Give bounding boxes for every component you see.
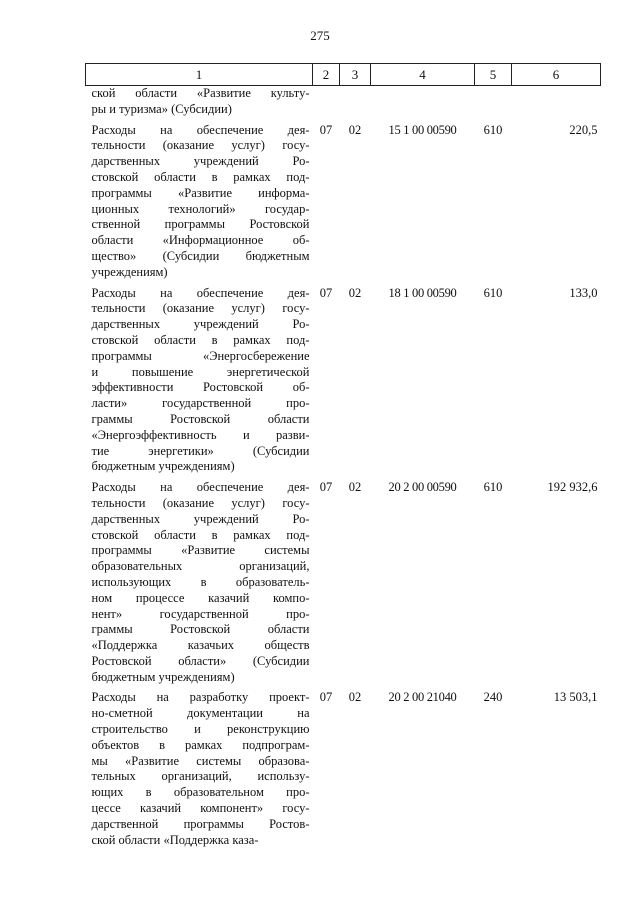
description-line: образовательных организаций, — [91, 559, 310, 574]
description-line: тельности (оказание услуг) госу- — [91, 495, 310, 510]
col-header: 1 — [86, 64, 313, 86]
page-number: 275 — [310, 28, 330, 43]
description-line: и повышение энергетической — [91, 364, 310, 379]
description-line: тельных организаций, использу- — [91, 769, 310, 784]
target-article-code — [371, 86, 475, 121]
description-line: стовской области в рамках под- — [91, 169, 310, 184]
col-header: 4 — [371, 64, 475, 86]
target-article-code: 18 1 00 00590 — [388, 285, 457, 300]
table-row — [86, 284, 601, 479]
description-line: Расходы на обеспечение дея- — [91, 285, 310, 300]
section-code — [313, 86, 340, 121]
amount: 220,5 — [569, 122, 598, 137]
col-header: 6 — [512, 64, 601, 86]
description-line: эффективности Ростовской об- — [91, 380, 310, 395]
description-line: граммы Ростовской области — [91, 622, 310, 637]
subsection-code: 02 — [348, 122, 362, 137]
section-code: 07 — [319, 690, 333, 705]
table-row — [86, 688, 601, 851]
section-code: 07 — [319, 285, 333, 300]
description-line: стовской области в рамках под- — [91, 332, 310, 347]
amount: 133,0 — [569, 285, 598, 300]
description-line: дарственных учреждений Ро- — [91, 154, 310, 169]
description-line: ционных технологий» государ- — [91, 201, 310, 216]
expense-description — [86, 284, 313, 479]
description-line: программы «Развитие системы — [91, 543, 310, 558]
description-line: ном процессе казачий компо- — [91, 590, 310, 605]
amount: 13 503,1 — [553, 690, 598, 705]
expense-description — [86, 688, 313, 851]
expense-type-code: 610 — [483, 480, 503, 495]
description-line: бюджетным учреждениям) — [91, 459, 235, 474]
expense-description — [86, 121, 313, 284]
description-line: учреждениям) — [91, 264, 168, 279]
col-header: 3 — [340, 64, 371, 86]
description-line: дарственных учреждений Ро- — [91, 317, 310, 332]
description-line: программы «Энергосбережение — [91, 348, 310, 363]
budget-table — [85, 63, 601, 851]
section-code: 07 — [319, 480, 333, 495]
description-line: области «Информационное об- — [91, 233, 310, 248]
subsection-code: 02 — [348, 690, 362, 705]
col-header: 2 — [313, 64, 340, 86]
description-line: ющих в образовательном про- — [91, 785, 310, 800]
subsection-code: 02 — [348, 285, 362, 300]
amount: 192 932,6 — [547, 480, 598, 495]
description-line: мы «Развитие системы образова- — [91, 753, 310, 768]
description-line: ской области «Развитие культу- — [91, 86, 310, 100]
header-row — [86, 64, 601, 86]
description-line: «Поддержка казачьих обществ — [91, 638, 310, 653]
target-article-code: 20 2 00 00590 — [388, 480, 457, 495]
description-line: тие энергетики» (Субсидии — [91, 443, 310, 458]
description-line: но-сметной документации на — [91, 706, 310, 721]
target-article-code: 20 2 00 21040 — [388, 690, 457, 705]
amount — [512, 86, 601, 121]
description-line: стовской области в рамках под- — [91, 527, 310, 542]
description-line: ласти» государственной про- — [91, 396, 310, 411]
description-line: тельности (оказание услуг) госу- — [91, 138, 310, 153]
expense-type-code: 610 — [483, 285, 503, 300]
description-line: Расходы на разработку проект- — [91, 690, 310, 705]
description-line: объектов в рамках подпрограм- — [91, 737, 310, 752]
table-row — [86, 86, 601, 121]
expense-description — [86, 478, 313, 688]
description-line: дарственной программы Ростов- — [91, 816, 310, 831]
expense-type-code — [475, 86, 512, 121]
description-line: граммы Ростовской области — [91, 411, 310, 426]
description-line: использующих в образователь- — [91, 574, 310, 589]
description-line: Ростовской области» (Субсидии — [91, 653, 310, 668]
subsection-code — [340, 86, 371, 121]
subsection-code: 02 — [348, 480, 362, 495]
description-line: ственной программы Ростовской — [91, 217, 310, 232]
expense-type-code: 240 — [483, 690, 503, 705]
section-code: 07 — [319, 122, 333, 137]
description-line: «Энергоэффективность и разви- — [91, 427, 310, 442]
col-header: 5 — [475, 64, 512, 86]
table-row — [86, 478, 601, 688]
description-line: ской области «Поддержка каза- — [91, 832, 259, 847]
target-article-code: 15 1 00 00590 — [388, 122, 457, 137]
description-line: дарственных учреждений Ро- — [91, 511, 310, 526]
description-line: программы «Развитие информа- — [91, 185, 310, 200]
description-line: щество» (Субсидии бюджетным — [91, 248, 310, 263]
description-line: бюджетным учреждениям) — [91, 669, 235, 684]
description-line: Расходы на обеспечение дея- — [91, 480, 310, 495]
description-line: цессе казачий компонент» госу- — [91, 801, 310, 816]
description-line: тельности (оказание услуг) госу- — [91, 301, 310, 316]
expense-description — [86, 86, 313, 121]
expense-type-code: 610 — [483, 122, 503, 137]
description-line: Расходы на обеспечение дея- — [91, 122, 310, 137]
description-line: нент» государственной про- — [91, 606, 310, 621]
description-line: строительство и реконструкцию — [91, 722, 310, 737]
description-line: ры и туризма» (Субсидии) — [91, 101, 232, 116]
table-row — [86, 121, 601, 284]
